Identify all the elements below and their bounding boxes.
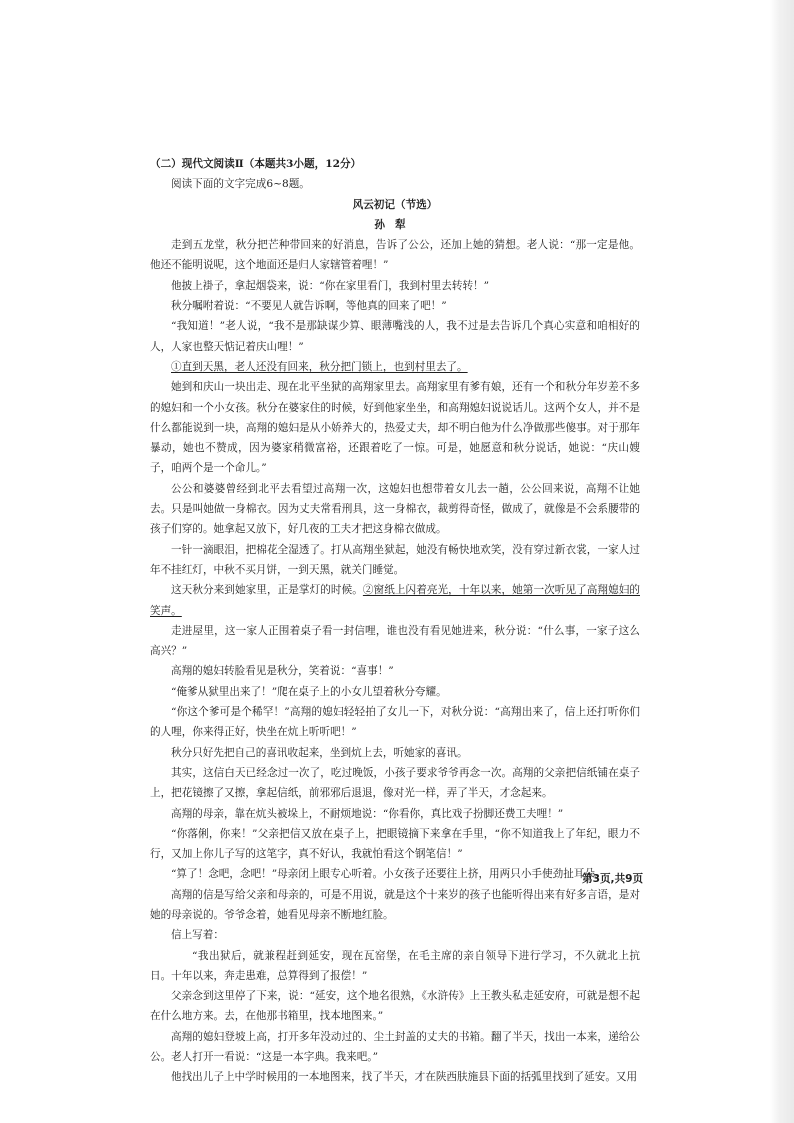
paragraph-9 (150, 580, 640, 621)
page-number: 第3页,共9页 (582, 873, 644, 885)
paragraph-11: 高翔的媳妇转脸看见是秋分，笑着说：“喜事！” (171, 665, 394, 678)
paragraph-22: 高翔的媳妇登坡上高，打开多年没动过的、尘土封盖的丈夫的书箱。翻了半天，找出一本来，递给公公。老人打开一看说：“这是一本字典。我来吧。” (150, 1030, 640, 1064)
paragraph-14: 秋分只好先把自己的喜讯收起来，坐到炕上去，听她家的喜讯。 (171, 746, 468, 759)
paragraph-4: “我知道！”老人说，“我不是那缺谋少算、眼薄嘴浅的人，我不过是去告诉几个真心实意和咱相好的人，人家也整天惦记着庆山哩！” (150, 320, 640, 353)
paragraph-13: “你这个爹可是个稀罕！”高翔的媳妇轻轻拍了女儿一下，对秋分说：“高翔出来了，信上还打听你们的人哩，你来得正好，快坐在炕上听听吧！” (150, 706, 640, 739)
section-heading: （二）现代文阅读Ⅱ（本题共3小题，12分） (150, 158, 362, 170)
paragraph-18: “算了！念吧，念吧！”母亲闭上眼专心听着。小女孩子还要往上挤，用两只小手使劲扯耳朵。 (171, 868, 606, 881)
paragraph-6: 她到和庆山一块出走、现在北平坐狱的高翔家里去。高翔家里有爹有娘，还有一个和秋分年岁差不多的媳妇和一个小女孩。秋分在婆家住的时候，好到他家坐坐，和高翔媳妇说说话儿。这两个女人，并不是什么都能说到一块，高翔的媳妇是从小娇养大的，热爱丈夫，却不明白他为什么净做那些傻事。对于那年暴动，她也不赞成，因为婆家稍微富裕，还跟着吃了一惊。可是，她愿意和秋分说话，她说：“庆山嫂子，咱两个是一个命儿。” (150, 381, 640, 475)
paragraph-3: 秋分嘱咐着说：“不要见人就告诉啊，等他真的回来了吧！” (171, 300, 447, 313)
paragraph-10: 走进屋里，这一家人正围着桌子看一封信哩，谁也没有看见她进来，秋分说：“什么事，一家子这么高兴？” (150, 624, 640, 658)
underlined-sentence-1: ①直到天黑，老人还没有回来，秋分把门锁上，也到村里去了。 (171, 360, 468, 373)
scan-shadow-edge (770, 0, 794, 1123)
paragraph-20: 信上写着： (171, 929, 224, 942)
article-title: 风云初记（节选） (352, 198, 438, 211)
paragraph-16: 高翔的母亲，靠在炕头被垛上，不耐烦地说：“你看你，真比戏子扮脚还费工夫哩！” (171, 807, 564, 820)
paragraph-19: 高翔的信是写给父亲和母亲的，可是不用说，就是这个十来岁的孩子也能听得出来有好多言语，是对她的母亲说的。爷爷念着，她看见母亲不断地红脸。 (150, 888, 640, 921)
underlined-sentence-2: ②窗纸上闪着亮光，十年以来，她第一次听见了高翔媳妇的笑声。 (150, 584, 640, 617)
paragraph-23: 他找出儿子上中学时候用的一本地图来，找了半天，才在陕西肤施县下面的括弧里找到了延安。又用 (171, 1071, 638, 1084)
paragraph-12: “俺爹从狱里出来了！”爬在桌子上的小女儿望着秋分夸耀。 (171, 685, 447, 698)
paragraph-17: “你落俐，你来！”父亲把信又放在桌子上，把眼镜摘下来拿在手里，“你不知道我上了年纪，眼力不行，又加上你儿子写的这笔字，真不好认，我就怕看这个钢笔信！” (150, 827, 640, 861)
paragraph-9-lead: 这天秋分来到她家里，正是掌灯的时候。 (171, 584, 363, 597)
article-author: 孙犁 (374, 218, 416, 231)
paragraph-5-underlined (150, 357, 640, 377)
paragraph-7: 公公和婆婆曾经到北平去看望过高翔一次，这媳妇也想带着女儿去一趟，公公回来说，高翔不让她去。只是叫她做一身棉衣。因为丈夫常看刑具，这一身棉衣，裁剪得奇怪，做成了，就像是不会系腰带的孩子们穿的。她拿起又放下，好几夜的工夫才把这身棉衣做成。 (150, 482, 640, 536)
reading-instruction: 阅读下面的文字完成6~8题。 (171, 178, 310, 191)
paragraph-1: 走到五龙堂，秋分把芒种带回来的好消息，告诉了公公，还加上她的猜想。老人说：“那一定是他。他还不能明说呢，这个地面还是归人家辖管着哩！” (150, 239, 640, 272)
document-page (150, 154, 640, 1088)
paragraph-21: 父亲念到这里停了下来，说：“延安，这个地名很熟，《水浒传》上王教头私走延安府，可就是想不起在什么地方来。去，在他那书箱里，找本地图来。” (150, 990, 640, 1023)
paragraph-8: 一针一滴眼泪，把棉花全湿透了。打从高翔坐狱起，她没有畅快地欢笑，没有穿过新衣裳，一家人过年不挂红灯，中秋不买月饼，一到天黑，就关门睡觉。 (150, 543, 640, 576)
letter-quote: “我出狱后，就兼程赶到延安，现在瓦窑堡，在毛主席的亲自领导下进行学习，不久就北上抗日。十年以来，奔走患难，总算得到了报偿！” (150, 949, 640, 982)
paragraph-2: 他披上褂子，拿起烟袋来，说：“你在家里看门，我到村里去转转！” (171, 279, 490, 292)
paragraph-15: 其实，这信白天已经念过一次了，吃过晚饭，小孩子要求爷爷再念一次。高翔的父亲把信纸铺在桌子上，把花镜擦了又擦，拿起信纸，前邪邪后退退，像对光一样，弄了半天，才念起来。 (150, 766, 640, 800)
